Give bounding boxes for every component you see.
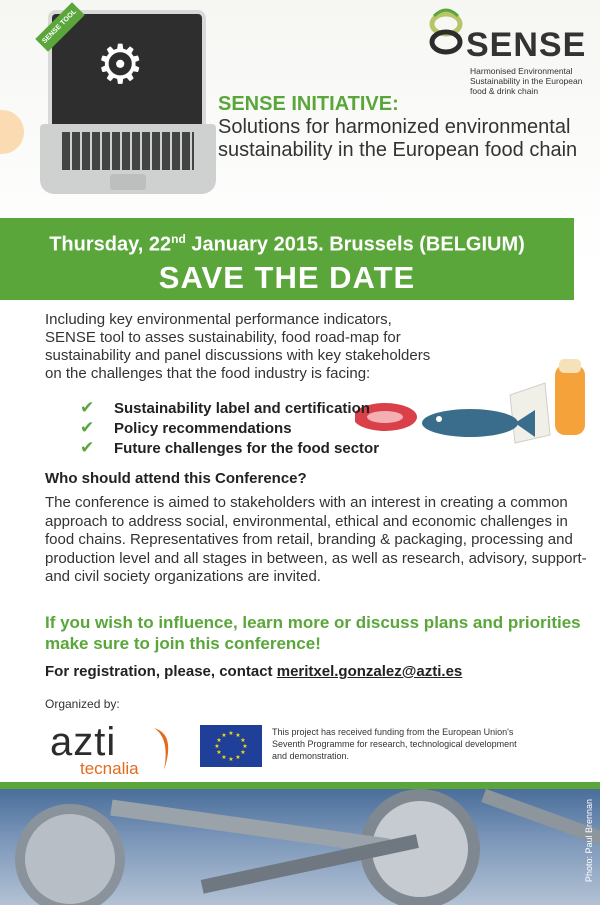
eu-funding-note: This project has received funding from the European Union's Seventh Programme for research, technological development and demonstration. [272, 727, 517, 761]
svg-text:★: ★ [235, 732, 241, 739]
atomium-photo [0, 789, 600, 905]
checklist-label: Policy recommendations [114, 420, 292, 437]
checklist-label: Future challenges for the food sector [114, 440, 380, 457]
registration-line [45, 663, 590, 680]
svg-text:★: ★ [242, 743, 248, 750]
date-location: January 2015. Brussels (BELGIUM) [185, 233, 525, 256]
date-suffix: nd [171, 232, 186, 246]
photo-divider [0, 782, 600, 789]
sense-mark-icon [424, 8, 468, 60]
list-item [80, 439, 440, 459]
sense-logo [418, 8, 588, 104]
registration-email-link[interactable]: meritxel.gonzalez@azti.es [276, 663, 463, 680]
event-date [0, 227, 574, 257]
svg-text:★: ★ [214, 743, 220, 750]
list-item [80, 399, 440, 419]
svg-text:★: ★ [216, 737, 222, 744]
svg-text:★: ★ [221, 754, 227, 761]
eu-flag-icon [200, 725, 262, 767]
initiative-heading [218, 92, 588, 162]
azti-logo [50, 722, 180, 782]
who-paragraph: The conference is aimed to stakeholders with an interest in creating a common approach to address social, environmental, ethical and economic challenges in food chains. Representatives from retail, branding & packaging, processing and production level and all stages in between, as well as research, advisory, support- and civil society organizations are invited. [45, 494, 587, 585]
svg-text:★: ★ [216, 749, 222, 756]
organized-by-label: Organized by: [45, 697, 120, 711]
registration-prefix: For registration, please, contact [45, 663, 277, 680]
checkmark-icon: ✔ [80, 398, 95, 417]
list-item [80, 419, 440, 439]
azti-logo-word: azti [50, 720, 117, 764]
gear-wrench-icon: ⚙ [96, 35, 145, 95]
laptop-keyboard [62, 132, 194, 170]
svg-text:★: ★ [235, 754, 241, 761]
photo-credit: Photo: Paul Brennan [584, 799, 594, 883]
intro-paragraph: Including key environmental performance indicators, SENSE tool to asses sustainability, food road-map for sustainability and panel discussions with key stakeholders on the challenges that the food industry is facing: [45, 311, 431, 382]
initiative-title: SENSE INITIATIVE: [218, 93, 399, 115]
decorative-circle [0, 110, 24, 154]
laptop-illustration [40, 8, 210, 208]
call-to-action: If you wish to influence, learn more or discuss plans and priorities make sure to join this conference! [45, 613, 581, 653]
save-the-date: SAVE THE DATE [158, 259, 416, 295]
svg-text:★: ★ [228, 756, 234, 763]
checklist [80, 399, 440, 459]
checkmark-icon: ✔ [80, 438, 95, 457]
svg-text:★: ★ [228, 730, 234, 737]
svg-text:★: ★ [240, 737, 246, 744]
azti-swoosh-icon [150, 724, 178, 772]
logo-subtitle: Harmonised Environmental Sustainability in the European food & drink chain [470, 66, 583, 96]
laptop-touchpad [110, 174, 146, 190]
logo-word: SENSE [466, 26, 587, 64]
checklist-label: Sustainability label and certification [114, 400, 370, 417]
initiative-subtitle: Solutions for harmonized environmental sustainability in the European food chain [218, 116, 578, 161]
svg-text:★: ★ [221, 732, 227, 739]
date-day: Thursday, 22 [49, 233, 172, 256]
who-heading: Who should attend this Conference? [45, 470, 307, 487]
sense-tool-badge: SENSE TOOL [35, 2, 84, 51]
azti-logo-sub: tecnalia [80, 759, 139, 778]
svg-text:★: ★ [240, 749, 246, 756]
checkmark-icon: ✔ [80, 418, 95, 437]
atomium-structure [0, 789, 600, 905]
date-banner [0, 218, 574, 300]
